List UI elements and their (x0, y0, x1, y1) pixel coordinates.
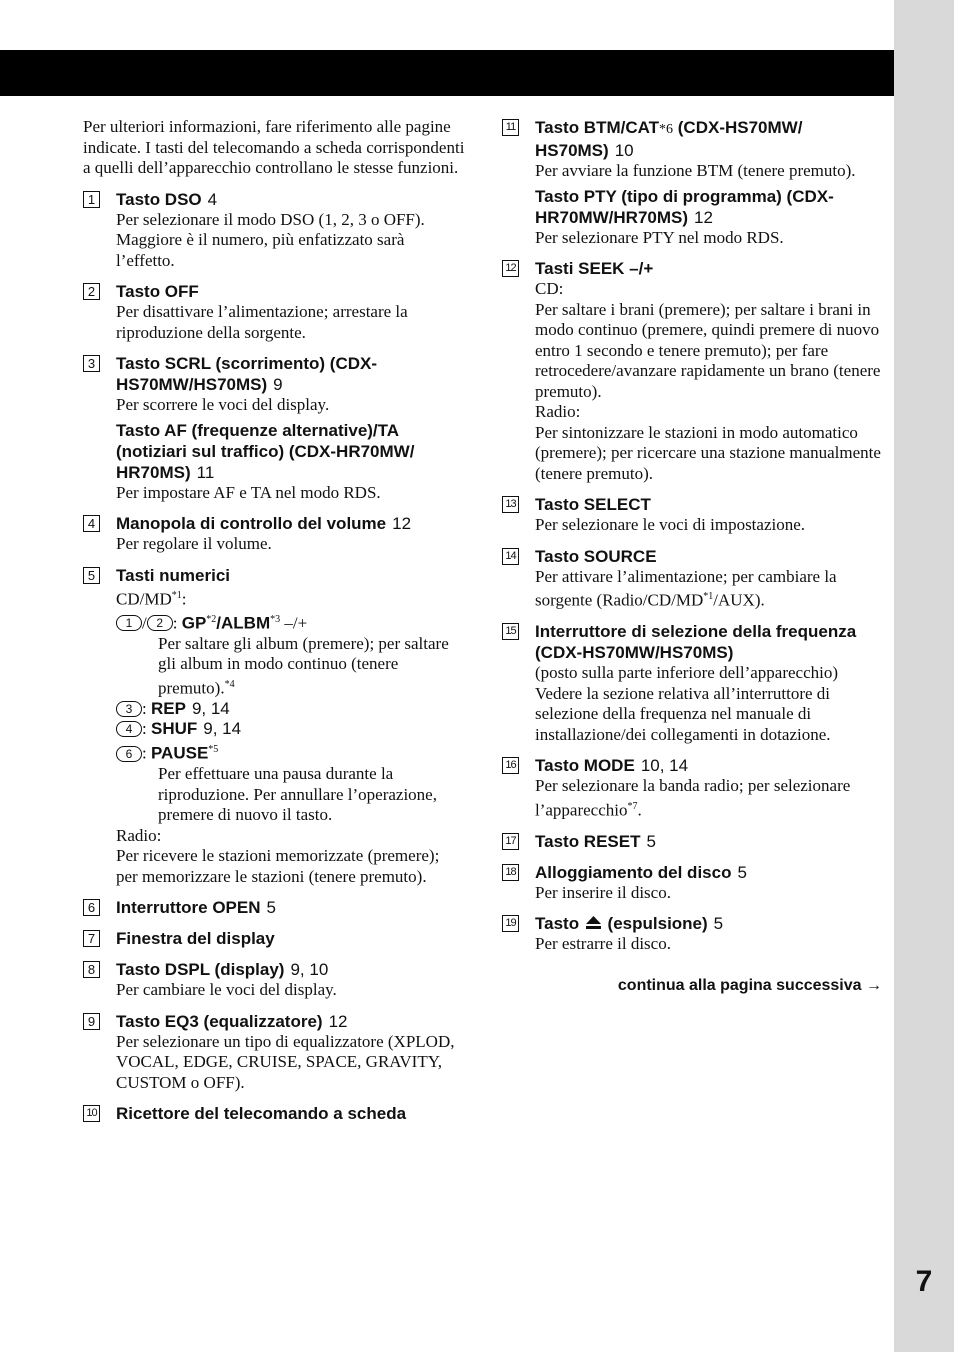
continue-note: continua alla pagina successiva → (617, 976, 882, 994)
item-number: 15 (502, 623, 519, 640)
item-19 (502, 913, 884, 955)
page-ref: 12 (392, 514, 412, 533)
item-title: Tasto DSO 4 (116, 189, 218, 209)
key-3: 3 (116, 701, 142, 717)
item-title: Tasti SEEK –/+ (535, 259, 654, 278)
item-16 (502, 755, 884, 821)
item-number: 10 (83, 1105, 100, 1122)
item-title: Finestra del display (116, 929, 275, 949)
item-title: Tasto (espulsione) 5 (535, 914, 724, 934)
item-number: 14 (502, 548, 519, 565)
item-number: 1 (83, 191, 100, 208)
item-sub-description: Per selezionare PTY nel modo RDS. (535, 227, 784, 247)
albm-line: 1 / 2 : GP$^{*2}$/ALBM$^{*3}$ –/+ (116, 610, 465, 634)
item-number: 8 (83, 961, 100, 978)
key-6: 6 (116, 746, 142, 762)
page-ref: 9 (273, 375, 283, 394)
key-4: 4 (116, 721, 142, 737)
page-ref: 5 (266, 898, 276, 918)
item-title: Tasto DSPL (display) 9, 10 (116, 960, 329, 980)
page-number: 7 (915, 1265, 933, 1298)
item-description: Per scorrere le voci del display. (116, 395, 330, 414)
item-number: 7 (83, 930, 100, 947)
eject-icon (586, 916, 601, 930)
item-11 (502, 117, 884, 248)
cd-label: CD: (535, 279, 564, 298)
page-ref: 9, 10 (290, 960, 329, 980)
item-7 (83, 928, 465, 949)
item-description: Per selezionare la banda radio; per selezionare l’apparecchio$^{*7}$. (535, 776, 851, 820)
item-number: 6 (83, 899, 100, 916)
cd-description: Per saltare i brani (premere); per saltare i brani in modo continuo (premere, quindi premere di nuovo entro 1 secondo e tenere premuto); per fare retrocedere/avanzare rapidamente un brano (tenere premuto). (535, 299, 881, 401)
header-bar (0, 50, 894, 96)
page-ref: 5 (646, 831, 656, 851)
item-title: Tasto SCRL (scorrimento) (CDX-HS70MW/HS70MS) 9 (116, 354, 378, 394)
item-number: 2 (83, 283, 100, 300)
left-column (83, 117, 465, 1134)
item-title: Tasti numerici (116, 565, 230, 585)
item-description: Per inserire il disco. (535, 882, 671, 902)
key-2: 2 (147, 615, 173, 631)
item-18 (502, 862, 884, 904)
page-ref: 5 (713, 914, 724, 934)
side-tab (894, 0, 954, 1352)
item-number: 19 (502, 915, 519, 932)
item-title: Alloggiamento del disco 5 (535, 862, 747, 882)
item-10 (83, 1103, 465, 1124)
item-title: Tasto OFF (116, 282, 199, 301)
cdmd-label: CD/MD$^{*1}$: (116, 589, 187, 609)
item-title: Tasto EQ3 (equalizzatore) 12 (116, 1011, 348, 1031)
page-ref: 11 (196, 462, 215, 482)
item-1 (83, 189, 465, 272)
radio-label: Radio: (535, 402, 581, 421)
item-13 (502, 494, 884, 536)
item-number: 5 (83, 567, 100, 584)
item-2 (83, 281, 465, 343)
radio-label: Radio: (116, 825, 162, 845)
page-ref: 4 (207, 189, 218, 209)
page-ref: 5 (737, 862, 747, 882)
page-ref: 10 (614, 141, 634, 160)
item-6 (83, 897, 465, 918)
item-title: Tasto RESET 5 (535, 831, 656, 851)
item-number: 17 (502, 833, 519, 850)
page-ref: 12 (694, 207, 713, 227)
item-number: 12 (502, 260, 519, 277)
item-subtitle: Tasto AF (frequenze alternative)/TA (notiziari sul traffico) (CDX-HR70MW/ HR70MS) 11 (116, 420, 415, 482)
item-15 (502, 621, 884, 745)
item-title: Tasto BTM/CAT*6 (CDX-HS70MW/ HS70MS) 10 (535, 118, 803, 160)
albm-description: Per saltare gli album (premere); per saltare gli album in modo continuo (tenere premuto).$^{*4}$ (158, 633, 449, 698)
item-4 (83, 513, 465, 555)
item-number: 13 (502, 496, 519, 513)
item-number: 18 (502, 864, 519, 881)
item-17 (502, 831, 884, 852)
item-title: Manopola di controllo del volume 12 (116, 514, 412, 533)
item-8 (83, 959, 465, 1001)
item-title: Tasto SELECT (535, 495, 651, 514)
item-subtitle: Tasto PTY (tipo di programma) (CDX-HR70MW/HR70MS) 12 (535, 186, 834, 227)
item-title: Interruttore OPEN 5 (116, 898, 276, 918)
item-note: (posto sulla parte inferiore dell’apparecchio) (535, 663, 839, 683)
item-description: Per cambiare le voci del display. (116, 980, 337, 1000)
item-description: Per estrarre il disco. (535, 934, 671, 954)
item-description: Per selezionare un tipo di equalizzatore (XPLOD, VOCAL, EDGE, CRUISE, SPACE, GRAVITY, CUSTOM o OFF). (116, 1031, 455, 1092)
item-description: Per avviare la funzione BTM (tenere premuto). (535, 161, 856, 180)
item-number: 16 (502, 757, 519, 774)
item-number: 11 (502, 119, 519, 136)
item-number: 9 (83, 1013, 100, 1030)
item-description: Per regolare il volume. (116, 534, 272, 553)
pause-line: 6 : PAUSE$^{*5}$ (116, 740, 465, 764)
radio-description: Per sintonizzare le stazioni in modo automatico (premere); per ricercare una stazione manualmente (tenere premuto). (535, 422, 881, 483)
rep-line: 3 : REP 9, 14 (116, 699, 465, 720)
item-number: 3 (83, 355, 100, 372)
shuf-line: 4 : SHUF 9, 14 (116, 719, 465, 740)
item-12 (502, 258, 884, 484)
item-description: Per selezionare le voci di impostazione. (535, 515, 806, 534)
item-sub-description: Per impostare AF e TA nel modo RDS. (116, 482, 381, 502)
item-description: Per selezionare il modo DSO (1, 2, 3 o OFF). Maggiore è il numero, più enfatizzato sarà l’effetto. (116, 209, 425, 270)
item-title: Tasto SOURCE (535, 546, 657, 566)
item-title: Interruttore di selezione della frequenza (CDX-HS70MW/HS70MS) (535, 622, 857, 663)
item-description: Vedere la sezione relativa all’interruttore di selezione della frequenza nel manuale di installazione/dei collegamenti in dotazione. (535, 683, 831, 744)
item-title: Ricettore del telecomando a scheda (116, 1104, 407, 1124)
item-description: Per attivare l’alimentazione; per cambiare la sorgente (Radio/CD/MD$^{*1}$/AUX). (535, 566, 837, 610)
item-3 (83, 353, 465, 503)
item-9 (83, 1011, 465, 1094)
pause-description: Per effettuare una pausa durante la riproduzione. Per annullare l’operazione, premere di nuovo il tasto. (158, 764, 437, 825)
item-number: 4 (83, 515, 100, 532)
item-title: Tasto MODE 10, 14 (535, 756, 689, 776)
arrow-right-icon: → (866, 976, 882, 994)
page-ref: 12 (328, 1011, 348, 1031)
intro-paragraph: Per ulteriori informazioni, fare riferimento alle pagine indicate. I tasti del telecomando a scheda corrispondenti a quelli dell’apparecchio controllano le stesse funzioni. (83, 117, 465, 177)
item-5 (83, 565, 465, 888)
radio-description: Per ricevere le stazioni memorizzate (premere); per memorizzare le stazioni (tenere premuto). (116, 846, 440, 886)
key-1: 1 (116, 615, 142, 631)
page-ref: 10, 14 (640, 756, 689, 776)
right-column (502, 117, 884, 995)
item-14 (502, 546, 884, 612)
item-description: Per disattivare l’alimentazione; arrestare la riproduzione della sorgente. (116, 302, 408, 342)
